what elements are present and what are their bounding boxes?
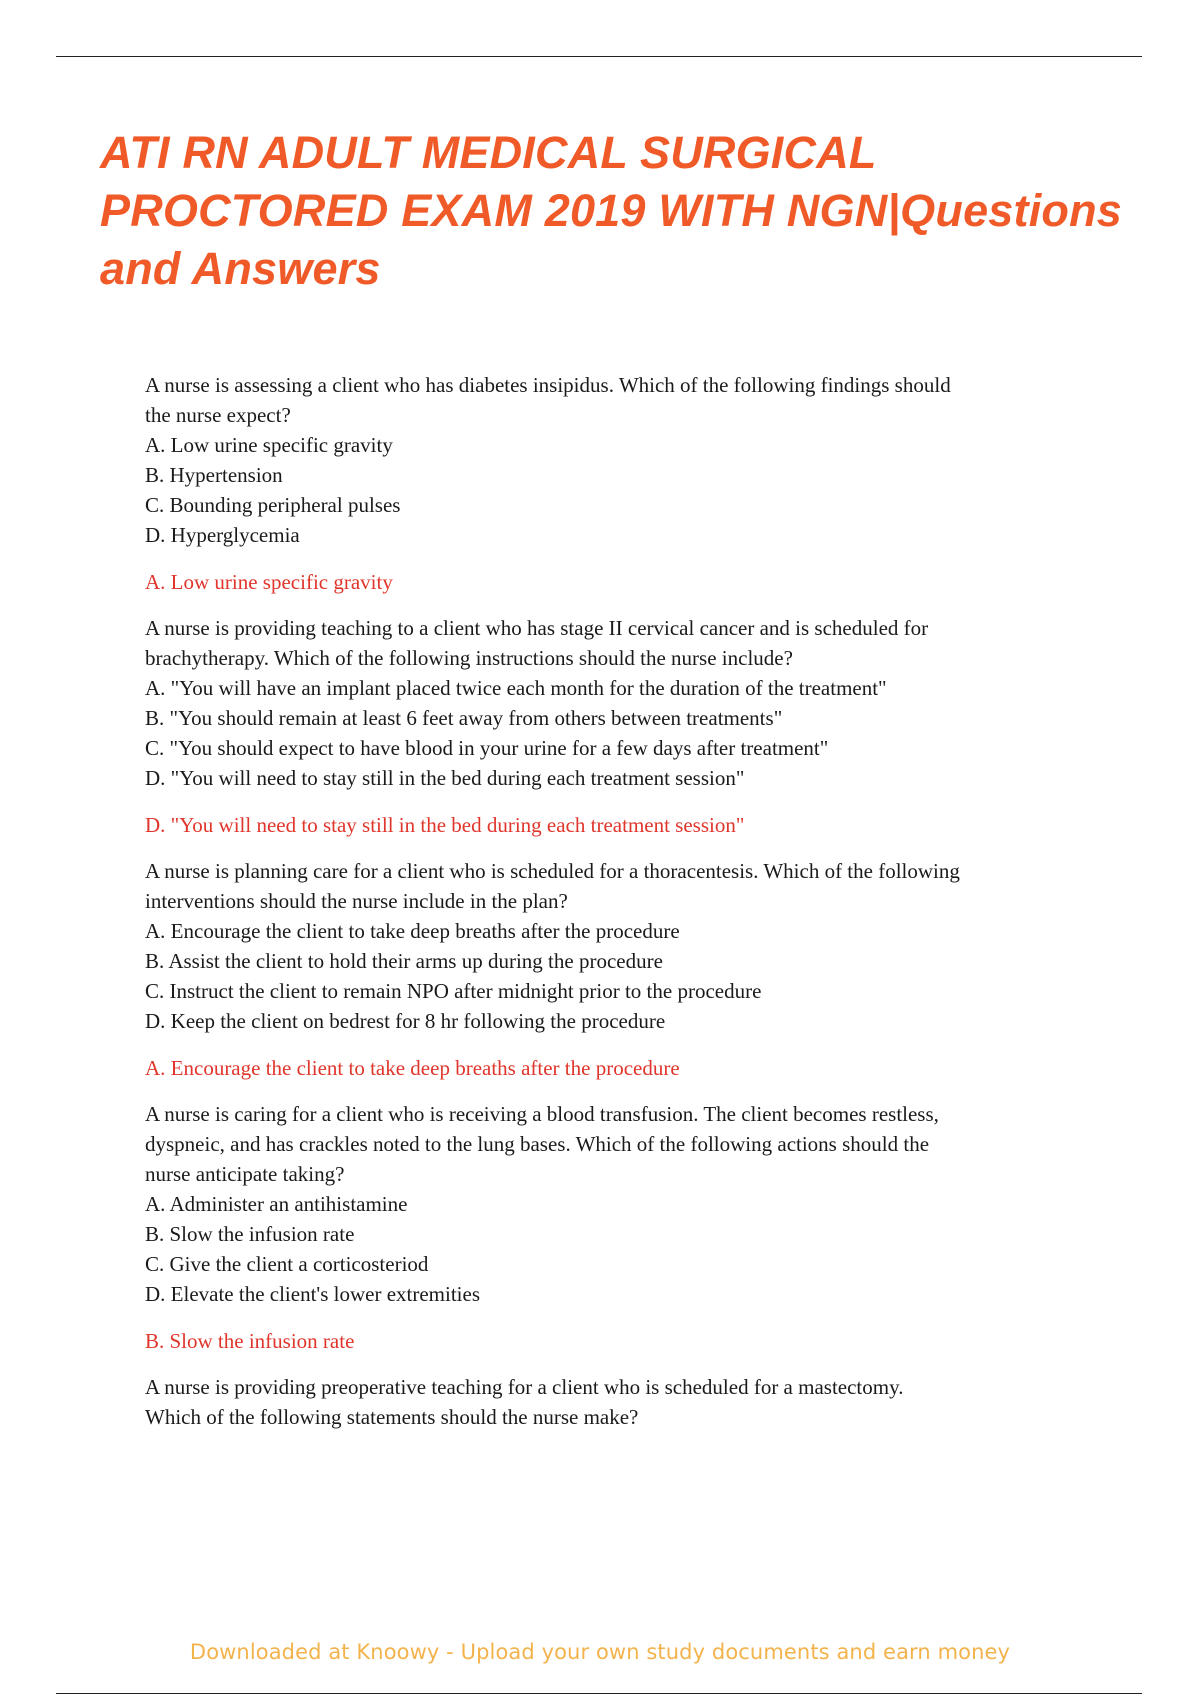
question-text (145, 856, 1100, 916)
answer-option: A. Encourage the client to take deep breaths after the procedure (145, 919, 680, 943)
question-line: A nurse is planning care for a client who is scheduled for a thoracentesis. Which of the following (145, 859, 960, 883)
question-line: A nurse is providing teaching to a client who has stage II cervical cancer and is scheduled for (145, 616, 929, 640)
question-line: dyspneic, and has crackles noted to the lung bases. Which of the following actions should the (145, 1132, 930, 1156)
title-line: and Answers (100, 243, 381, 294)
bottom-rule (56, 1693, 1142, 1694)
download-footer: Downloaded at Knoowy - Upload your own study documents and earn money (189, 1640, 1011, 1664)
answer-option: A. Administer an antihistamine (145, 1192, 408, 1216)
question-line: the nurse expect? (145, 403, 291, 427)
answer-option: A. "You will have an implant placed twice each month for the duration of the treatment" (145, 676, 887, 700)
answer-option: D. Keep the client on bedrest for 8 hr following the procedure (145, 1009, 666, 1033)
question-block (145, 370, 1100, 597)
question-line: Which of the following statements should the nurse make? (145, 1405, 639, 1429)
answer-option: C. Instruct the client to remain NPO after midnight prior to the procedure (145, 979, 762, 1003)
answer-option: C. Bounding peripheral pulses (145, 493, 401, 517)
question-block (145, 1099, 1100, 1356)
questions-list (145, 370, 1100, 1432)
answer-option: D. Hyperglycemia (145, 523, 300, 547)
correct-answer: B. Slow the infusion rate (145, 1329, 355, 1353)
question-line: A nurse is caring for a client who is receiving a blood transfusion. The client becomes restless, (145, 1102, 939, 1126)
correct-answer: D. "You will need to stay still in the bed during each treatment session" (145, 813, 745, 837)
answer-option: D. "You will need to stay still in the bed during each treatment session" (145, 766, 745, 790)
answer-option: C. Give the client a corticosteriod (145, 1252, 429, 1276)
question-text (145, 613, 1100, 673)
correct-answer: A. Encourage the client to take deep breaths after the procedure (145, 1056, 680, 1080)
answer-option: B. "You should remain at least 6 feet away from others between treatments" (145, 706, 783, 730)
question-block (145, 856, 1100, 1083)
answer-option: A. Low urine specific gravity (145, 433, 393, 457)
answer-option: D. Elevate the client's lower extremities (145, 1282, 480, 1306)
answer-option: C. "You should expect to have blood in your urine for a few days after treatment" (145, 736, 829, 760)
question-text (145, 370, 1100, 430)
title-line: PROCTORED EXAM 2019 WITH NGN|Questions (100, 185, 1123, 236)
top-rule (56, 56, 1142, 57)
question-line: A nurse is providing preoperative teaching for a client who is scheduled for a mastectomy. (145, 1375, 904, 1399)
title-line: ATI RN ADULT MEDICAL SURGICAL (100, 127, 877, 178)
question-line: brachytherapy. Which of the following instructions should the nurse include? (145, 646, 793, 670)
question-line: nurse anticipate taking? (145, 1162, 345, 1186)
question-block (145, 1372, 1100, 1432)
answer-option: B. Assist the client to hold their arms up during the procedure (145, 949, 663, 973)
answer-option: B. Hypertension (145, 463, 283, 487)
question-text (145, 1372, 1100, 1432)
question-line: A nurse is assessing a client who has diabetes insipidus. Which of the following findings should (145, 373, 951, 397)
correct-answer: A. Low urine specific gravity (145, 570, 393, 594)
answer-option: B. Slow the infusion rate (145, 1222, 355, 1246)
question-text (145, 1099, 1100, 1189)
document-title (100, 124, 1195, 298)
question-block (145, 613, 1100, 840)
question-line: interventions should the nurse include in the plan? (145, 889, 568, 913)
